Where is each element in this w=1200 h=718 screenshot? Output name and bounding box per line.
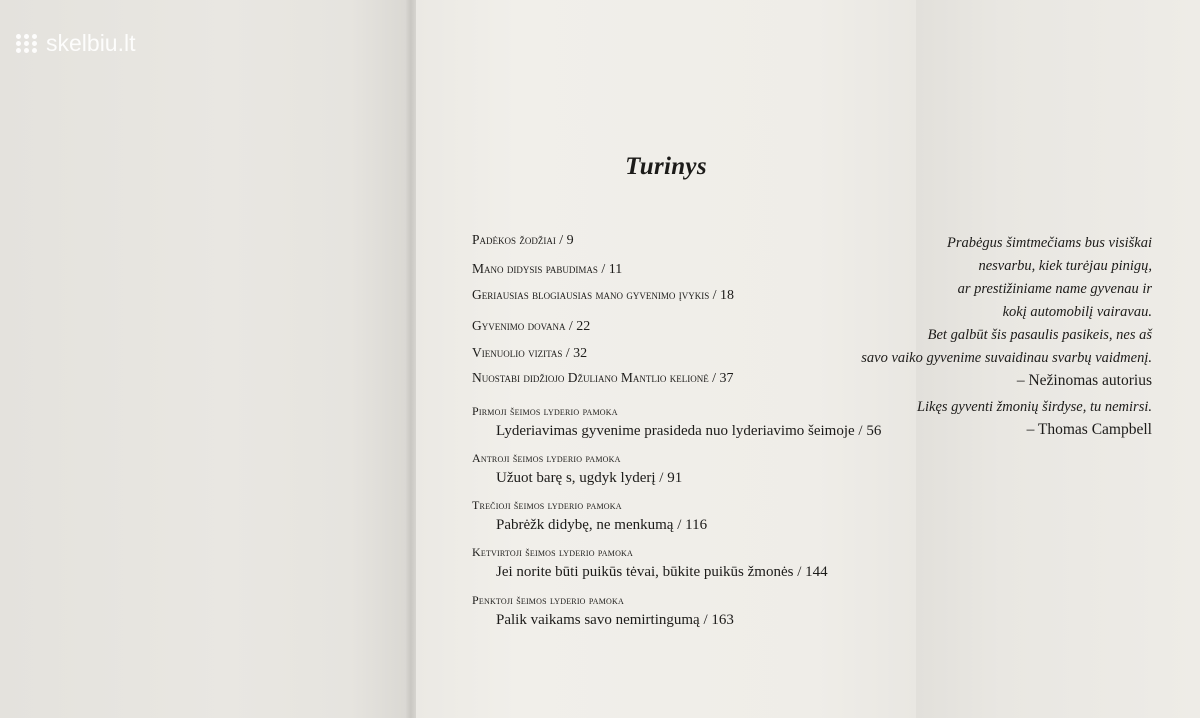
toc-lesson-title-line bbox=[472, 564, 828, 581]
epigraph-line: Prabėgus šimtmečiams bus visiškai bbox=[947, 235, 1152, 251]
toc-lesson-page: / 91 bbox=[659, 470, 683, 486]
epigraph-line: savo vaiko gyvenime suvaidinau svarbų vaidmenį. bbox=[861, 350, 1152, 366]
toc-lesson-heading: Pirmoji šeimos lyderio pamoka bbox=[472, 404, 618, 418]
toc-lesson-title-line bbox=[472, 470, 682, 487]
toc-lesson-title-line bbox=[472, 517, 707, 534]
epigraph-line: Bet galbūt šis pasaulis pasikeis, nes aš bbox=[927, 327, 1152, 343]
page-title: Turinys bbox=[625, 153, 707, 180]
watermark-text: skelbiu.lt bbox=[46, 30, 136, 56]
toc-entry-label: Mano didysis pabudimas bbox=[472, 261, 598, 276]
toc-entry-label: Vienuolio vizitas bbox=[472, 345, 563, 360]
toc-lesson-title: Pabrėžk didybę, ne menkumą bbox=[496, 517, 674, 533]
toc-entry-label: Geriausias blogiausias mano gyvenimo įvykis bbox=[472, 287, 710, 302]
watermark bbox=[16, 30, 135, 57]
toc-lesson-title-line bbox=[472, 423, 881, 440]
toc-lesson-title: Palik vaikams savo nemirtingumą bbox=[496, 612, 700, 628]
epigraph-unknown-author bbox=[812, 232, 1152, 390]
toc-lesson-title: Jei norite būti puikūs tėvai, būkite puikūs žmonės bbox=[496, 564, 794, 580]
toc-lesson-page: / 144 bbox=[797, 564, 828, 580]
toc-entry-page: / 11 bbox=[601, 262, 623, 277]
toc-entry-page: / 9 bbox=[559, 233, 574, 248]
toc-entry-label: Nuostabi didžiojo Džuliano Mantlio kelionė bbox=[472, 370, 709, 385]
toc-lesson-page: / 116 bbox=[677, 517, 708, 533]
toc-entry bbox=[472, 261, 622, 278]
toc-entry-label: Padėkos žodžiai bbox=[472, 232, 556, 247]
toc-lesson bbox=[472, 402, 881, 440]
toc-entry bbox=[472, 287, 734, 304]
toc-lesson bbox=[472, 449, 682, 487]
toc-lesson-heading: Antroji šeimos lyderio pamoka bbox=[472, 451, 621, 465]
toc-entry bbox=[472, 345, 587, 362]
toc-entry-page: / 18 bbox=[712, 288, 735, 303]
epigraph-author: – Nežinomas autorius bbox=[1016, 372, 1152, 389]
toc-entry bbox=[472, 232, 574, 249]
toc-entry-page: / 32 bbox=[565, 346, 588, 361]
watermark-dots-icon bbox=[16, 34, 38, 53]
toc-lesson-title: Užuot barę s, ugdyk lyderį bbox=[496, 470, 656, 486]
toc-lesson-heading: Trečioji šeimos lyderio pamoka bbox=[472, 498, 622, 512]
left-page bbox=[0, 0, 412, 718]
toc-lesson-page: / 163 bbox=[703, 612, 734, 628]
toc-lesson-heading: Ketvirtoji šeimos lyderio pamoka bbox=[472, 545, 634, 559]
epigraph-line: Likęs gyventi žmonių širdyse, tu nemirsi. bbox=[916, 399, 1152, 415]
toc-entry-label: Gyvenimo dovana bbox=[472, 318, 566, 333]
epigraph-line: nesvarbu, kiek turėjau pinigų, bbox=[978, 258, 1152, 274]
epigraph-line: kokį automobilį vairavau. bbox=[1002, 304, 1152, 320]
toc-lesson bbox=[472, 496, 707, 534]
epigraph-line: ar prestižiniame name gyvenau ir bbox=[957, 281, 1152, 297]
toc-entry-page: / 22 bbox=[568, 319, 591, 334]
toc-entry-page: / 37 bbox=[712, 371, 734, 386]
epigraph-author: – Thomas Campbell bbox=[1026, 421, 1152, 438]
toc-lesson-heading: Penktoji šeimos lyderio pamoka bbox=[472, 593, 624, 607]
toc-lesson-title: Lyderiavimas gyvenime prasideda nuo lyderiavimo šeimoje bbox=[496, 423, 855, 439]
toc-entry bbox=[472, 318, 590, 335]
toc-lesson-page: / 56 bbox=[858, 423, 882, 439]
toc-lesson bbox=[472, 591, 734, 629]
toc-lesson bbox=[472, 543, 828, 581]
toc-lesson-title-line bbox=[472, 612, 734, 629]
toc-entry bbox=[472, 370, 734, 387]
